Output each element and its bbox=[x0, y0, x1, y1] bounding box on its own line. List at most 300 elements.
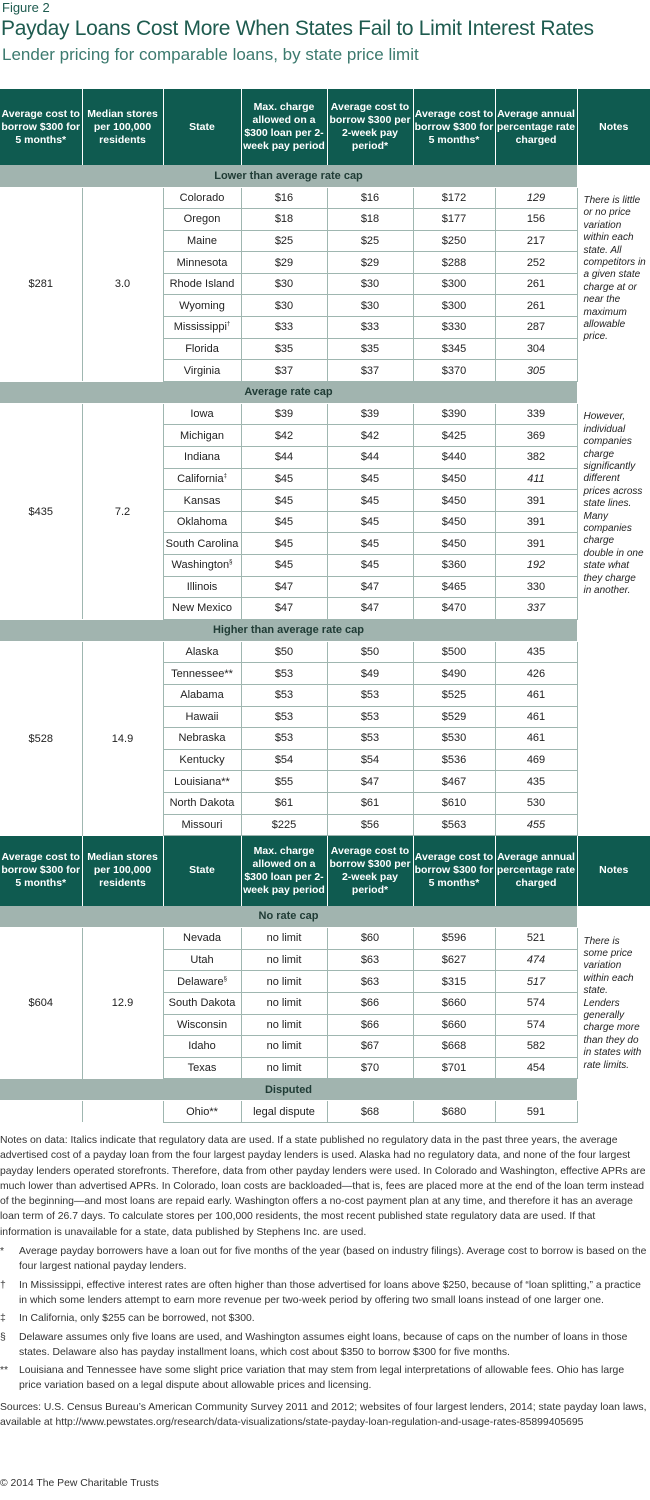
footnote-text: In Mississippi, effective interest rates are often higher than those advertised for loans above $250, because of “loan splitting,” a practice in which some lenders attempt to earn more revenue per two-week period by offering two small loans instead of one larger one. bbox=[19, 1279, 641, 1306]
five-cell: $536 bbox=[413, 749, 495, 771]
period-cell: $50 bbox=[327, 641, 413, 663]
notes-on-data: Notes on data: Italics indicate that regulatory data are used. If a state published no regulatory data in the past three years, the average advertised cost of a payday loan from the four largest payday lenders is used. Alaska had no regulatory data, and none of the four largest payday lenders operated storefronts. Therefore, data from other payday lenders were used. In Colorado and Washington, effective APRs are much lower than advertised APRs. In Colorado, loan costs are backloaded—that is, fees are placed more at the end of the loan term instead of the beginning—and most loans are repaid early. Washington offers a no-cost payment plan at any time, and therefore it has an average loan term of 26.7 days. To calculate stores per 100,000 residents, the most recent published state regulatory data are used. If that information is unavailable for a state, data published by Stephens Inc. are used. bbox=[0, 1135, 646, 1238]
footnote-symbol: ‡ bbox=[0, 1313, 6, 1325]
apr-cell: 469 bbox=[495, 749, 577, 771]
footnote-mark: ‡ bbox=[223, 473, 227, 480]
apr-cell: 369 bbox=[495, 425, 577, 447]
section-notes-blank bbox=[577, 906, 650, 928]
state-cell bbox=[163, 511, 241, 533]
table-row bbox=[0, 187, 650, 209]
notes-cell bbox=[577, 187, 650, 381]
header-avg-cost: Average cost to borrow $300 for 5 months* bbox=[0, 836, 82, 906]
five-cell: $450 bbox=[413, 468, 495, 490]
apr-cell: 129 bbox=[495, 187, 577, 209]
apr-cell: 339 bbox=[495, 403, 577, 425]
period-cell: $63 bbox=[327, 971, 413, 993]
state-cell bbox=[163, 230, 241, 252]
state-cell bbox=[163, 576, 241, 598]
page-subtitle: Lender pricing for comparable loans, by state price limit bbox=[2, 45, 419, 64]
apr-cell: 426 bbox=[495, 663, 577, 685]
five-cell: $177 bbox=[413, 209, 495, 231]
apr-cell: 252 bbox=[495, 252, 577, 274]
sources: Sources: U.S. Census Bureau’s American Community Survey 2011 and 2012; websites of four largest lenders, 2014; state payday loan laws, available at http://www.pewstates.org/research/data-visualizations/state-payday-loan-regulation-and-usage-rates-85899405695 bbox=[0, 1401, 647, 1429]
header-median-stores: Median stores per 100,000 residents bbox=[82, 836, 163, 906]
header-row bbox=[0, 89, 650, 165]
apr-cell: 411 bbox=[495, 468, 577, 490]
group-median-stores: 14.9 bbox=[82, 641, 163, 835]
state-name: Maine bbox=[187, 234, 217, 247]
max-cell: $53 bbox=[241, 706, 327, 728]
apr-cell: 261 bbox=[495, 295, 577, 317]
group-median-stores: 12.9 bbox=[82, 928, 163, 1079]
max-cell: $33 bbox=[241, 317, 327, 339]
section-higher bbox=[0, 619, 650, 641]
group-avg-cost: $604 bbox=[0, 928, 82, 1079]
state-name: Ohio** bbox=[186, 1105, 218, 1118]
period-cell: $45 bbox=[327, 555, 413, 577]
notes-cell bbox=[577, 403, 650, 619]
state-cell bbox=[163, 295, 241, 317]
apr-cell: 217 bbox=[495, 230, 577, 252]
state-name: Oklahoma bbox=[176, 516, 228, 529]
state-name: Illinois bbox=[186, 580, 218, 593]
max-cell: $18 bbox=[241, 209, 327, 231]
section-label: Lower than average rate cap bbox=[0, 165, 577, 187]
five-cell: $450 bbox=[413, 533, 495, 555]
state-name: Kentucky bbox=[179, 754, 225, 767]
state-cell bbox=[163, 338, 241, 360]
five-cell: $660 bbox=[413, 1014, 495, 1036]
state-name: Louisiana** bbox=[174, 775, 230, 788]
apr-cell: 435 bbox=[495, 641, 577, 663]
five-cell: $300 bbox=[413, 273, 495, 295]
apr-cell: 287 bbox=[495, 317, 577, 339]
group-avg-cost bbox=[0, 1101, 82, 1123]
max-cell: no limit bbox=[241, 971, 327, 993]
state-name: New Mexico bbox=[172, 602, 232, 615]
max-cell: $47 bbox=[241, 598, 327, 620]
five-cell: $330 bbox=[413, 317, 495, 339]
section-label: Disputed bbox=[0, 1079, 577, 1101]
state-cell bbox=[163, 1057, 241, 1079]
group-note: There is some price variation within each state. Lenders generally charge more than they do in states with rate limits. bbox=[583, 935, 642, 1071]
notes-cell-empty bbox=[577, 1101, 650, 1123]
max-cell: $50 bbox=[241, 641, 327, 663]
state-name: Idaho bbox=[188, 1040, 216, 1053]
section-notes-blank bbox=[577, 381, 650, 403]
state-name: Iowa bbox=[190, 408, 214, 421]
state-cell bbox=[163, 447, 241, 469]
period-cell: $18 bbox=[327, 209, 413, 231]
max-cell: $54 bbox=[241, 749, 327, 771]
max-cell: no limit bbox=[241, 992, 327, 1014]
footnote bbox=[0, 1311, 648, 1326]
header-apr: Average annual percentage rate charged bbox=[495, 89, 577, 165]
state-name: Washington bbox=[171, 559, 230, 572]
period-cell: $47 bbox=[327, 576, 413, 598]
state-cell bbox=[163, 533, 241, 555]
state-cell bbox=[163, 814, 241, 836]
apr-cell: 391 bbox=[495, 511, 577, 533]
table-row bbox=[0, 641, 650, 663]
header-avg-cost: Average cost to borrow $300 for 5 months* bbox=[0, 89, 82, 165]
period-cell: $49 bbox=[327, 663, 413, 685]
state-name: Florida bbox=[185, 342, 219, 355]
period-cell: $35 bbox=[327, 338, 413, 360]
state-cell bbox=[163, 728, 241, 750]
footnote-symbol: † bbox=[0, 1279, 6, 1291]
section-notes-blank bbox=[577, 165, 650, 187]
apr-cell: 574 bbox=[495, 1014, 577, 1036]
state-name: Alaska bbox=[185, 646, 219, 659]
max-cell: $45 bbox=[241, 468, 327, 490]
period-cell: $53 bbox=[327, 684, 413, 706]
table-row bbox=[0, 403, 650, 425]
period-cell: $45 bbox=[327, 511, 413, 533]
period-cell: $39 bbox=[327, 403, 413, 425]
state-cell bbox=[163, 468, 241, 490]
five-cell: $596 bbox=[413, 928, 495, 950]
state-cell bbox=[163, 209, 241, 231]
notes-section bbox=[0, 1133, 648, 1430]
max-cell: $35 bbox=[241, 338, 327, 360]
state-cell bbox=[163, 949, 241, 971]
max-cell: $37 bbox=[241, 360, 327, 382]
copyright: © 2014 The Pew Charitable Trusts bbox=[0, 1478, 159, 1489]
state-name: Nevada bbox=[183, 932, 221, 945]
five-cell: $360 bbox=[413, 555, 495, 577]
apr-cell: 305 bbox=[495, 360, 577, 382]
group-median-stores bbox=[82, 1101, 163, 1123]
apr-cell: 304 bbox=[495, 338, 577, 360]
period-cell: $30 bbox=[327, 273, 413, 295]
period-cell: $60 bbox=[327, 928, 413, 950]
five-cell: $610 bbox=[413, 792, 495, 814]
max-cell: legal dispute bbox=[241, 1101, 327, 1123]
state-cell bbox=[163, 360, 241, 382]
header-max-charge: Max. charge allowed on a $300 loan per 2-week pay period bbox=[241, 89, 327, 165]
max-cell: $30 bbox=[241, 295, 327, 317]
apr-cell: 192 bbox=[495, 555, 577, 577]
max-cell: $47 bbox=[241, 576, 327, 598]
max-cell: $16 bbox=[241, 187, 327, 209]
max-cell: no limit bbox=[241, 1036, 327, 1058]
section-lower bbox=[0, 165, 650, 187]
header-median-stores: Median stores per 100,000 residents bbox=[82, 89, 163, 165]
header-notes: Notes bbox=[577, 89, 650, 165]
footnotes bbox=[0, 1244, 648, 1394]
apr-cell: 455 bbox=[495, 814, 577, 836]
period-cell: $54 bbox=[327, 749, 413, 771]
state-cell bbox=[163, 425, 241, 447]
five-cell: $450 bbox=[413, 490, 495, 512]
group-avg-cost: $435 bbox=[0, 403, 82, 619]
state-name: Utah bbox=[190, 954, 214, 967]
period-cell: $53 bbox=[327, 706, 413, 728]
state-name: Oregon bbox=[183, 213, 221, 226]
notes-cell-empty bbox=[577, 641, 650, 835]
section-label: Higher than average rate cap bbox=[0, 619, 577, 641]
state-name: Nebraska bbox=[178, 732, 226, 745]
section-label: No rate cap bbox=[0, 906, 577, 928]
section-notes-blank bbox=[577, 1079, 650, 1101]
apr-cell: 591 bbox=[495, 1101, 577, 1123]
period-cell: $45 bbox=[327, 533, 413, 555]
five-cell: $525 bbox=[413, 684, 495, 706]
five-cell: $470 bbox=[413, 598, 495, 620]
state-cell bbox=[163, 252, 241, 274]
state-cell bbox=[163, 992, 241, 1014]
five-cell: $467 bbox=[413, 771, 495, 793]
state-name: Michigan bbox=[179, 429, 225, 442]
header-avg-cost-state: Average cost to borrow $300 for 5 months* bbox=[413, 836, 495, 906]
five-cell: $440 bbox=[413, 447, 495, 469]
max-cell: no limit bbox=[241, 1014, 327, 1036]
five-cell: $425 bbox=[413, 425, 495, 447]
group-avg-cost: $281 bbox=[0, 187, 82, 381]
five-cell: $345 bbox=[413, 338, 495, 360]
header-max-charge: Max. charge allowed on a $300 loan per 2-week pay period bbox=[241, 836, 327, 906]
five-cell: $390 bbox=[413, 403, 495, 425]
footnote-text: Louisiana and Tennessee have some slight price variation that may stem from legal interpretations of allowable fees. Ohio has large price variation based on a legal dispute about allowable prices and licensing. bbox=[19, 1365, 625, 1392]
state-cell bbox=[163, 928, 241, 950]
period-cell: $66 bbox=[327, 992, 413, 1014]
section-average bbox=[0, 381, 650, 403]
state-cell bbox=[163, 1036, 241, 1058]
state-name: Rhode Island bbox=[169, 278, 235, 291]
max-cell: $53 bbox=[241, 684, 327, 706]
apr-cell: 461 bbox=[495, 684, 577, 706]
period-cell: $63 bbox=[327, 949, 413, 971]
footnote-symbol: * bbox=[0, 1246, 5, 1258]
apr-cell: 517 bbox=[495, 971, 577, 993]
state-cell bbox=[163, 273, 241, 295]
period-cell: $25 bbox=[327, 230, 413, 252]
state-cell bbox=[163, 771, 241, 793]
period-cell: $30 bbox=[327, 295, 413, 317]
state-name: South Dakota bbox=[168, 997, 236, 1010]
state-name: Virginia bbox=[183, 364, 221, 377]
five-cell: $530 bbox=[413, 728, 495, 750]
footnote-symbol: § bbox=[0, 1331, 6, 1343]
section-label: Average rate cap bbox=[0, 381, 577, 403]
state-name: Delaware bbox=[177, 975, 224, 988]
group-median-stores: 3.0 bbox=[82, 187, 163, 381]
state-cell bbox=[163, 555, 241, 577]
footnote-text: Delaware assumes only five loans are used, and Washington assumes eight loans, because of caps on the number of loans in those states. Delaware also has payday installment loans, which cost about $350 to borrow $300 for five months. bbox=[19, 1331, 628, 1358]
apr-cell: 461 bbox=[495, 706, 577, 728]
state-name: Tennessee** bbox=[171, 667, 233, 680]
table-row bbox=[0, 1101, 650, 1123]
max-cell: $25 bbox=[241, 230, 327, 252]
state-name: California bbox=[177, 472, 224, 485]
max-cell: $29 bbox=[241, 252, 327, 274]
five-cell: $465 bbox=[413, 576, 495, 598]
state-name: Texas bbox=[187, 1061, 217, 1074]
state-cell bbox=[163, 792, 241, 814]
state-name: Indiana bbox=[183, 451, 221, 464]
period-cell: $29 bbox=[327, 252, 413, 274]
group-avg-cost: $528 bbox=[0, 641, 82, 835]
state-name: Alabama bbox=[180, 689, 224, 702]
apr-cell: 454 bbox=[495, 1057, 577, 1079]
five-cell: $680 bbox=[413, 1101, 495, 1123]
period-cell: $61 bbox=[327, 792, 413, 814]
state-cell bbox=[163, 749, 241, 771]
apr-cell: 530 bbox=[495, 792, 577, 814]
page-title: Payday Loans Cost More When States Fail to Limit Interest Rates bbox=[1, 17, 594, 40]
five-cell: $627 bbox=[413, 949, 495, 971]
five-cell: $668 bbox=[413, 1036, 495, 1058]
max-cell: $44 bbox=[241, 447, 327, 469]
five-cell: $288 bbox=[413, 252, 495, 274]
footnote bbox=[0, 1330, 648, 1361]
state-cell bbox=[163, 706, 241, 728]
state-name: Missouri bbox=[181, 818, 223, 831]
max-cell: $53 bbox=[241, 728, 327, 750]
apr-cell: 521 bbox=[495, 928, 577, 950]
apr-cell: 435 bbox=[495, 771, 577, 793]
five-cell: $529 bbox=[413, 706, 495, 728]
apr-cell: 391 bbox=[495, 490, 577, 512]
header-apr: Average annual percentage rate charged bbox=[495, 836, 577, 906]
period-cell: $47 bbox=[327, 771, 413, 793]
header-notes: Notes bbox=[577, 836, 650, 906]
section-disputed bbox=[0, 1079, 650, 1101]
state-cell bbox=[163, 490, 241, 512]
apr-cell: 582 bbox=[495, 1036, 577, 1058]
apr-cell: 461 bbox=[495, 728, 577, 750]
apr-cell: 330 bbox=[495, 576, 577, 598]
header-avg-cost-state: Average cost to borrow $300 for 5 months* bbox=[413, 89, 495, 165]
state-cell bbox=[163, 598, 241, 620]
footnote-symbol: ** bbox=[0, 1365, 9, 1377]
footnote-mark: § bbox=[229, 559, 233, 566]
section-none bbox=[0, 906, 650, 928]
max-cell: $45 bbox=[241, 533, 327, 555]
period-cell: $45 bbox=[327, 468, 413, 490]
max-cell: $45 bbox=[241, 555, 327, 577]
footnote-mark: § bbox=[223, 975, 227, 982]
period-cell: $42 bbox=[327, 425, 413, 447]
max-cell: $42 bbox=[241, 425, 327, 447]
period-cell: $56 bbox=[327, 814, 413, 836]
max-cell: no limit bbox=[241, 928, 327, 950]
period-cell: $45 bbox=[327, 490, 413, 512]
max-cell: $39 bbox=[241, 403, 327, 425]
period-cell: $44 bbox=[327, 447, 413, 469]
max-cell: $61 bbox=[241, 792, 327, 814]
state-cell bbox=[163, 317, 241, 339]
state-name: North Dakota bbox=[169, 797, 235, 810]
apr-cell: 337 bbox=[495, 598, 577, 620]
notes-cell bbox=[577, 928, 650, 1079]
period-cell: $53 bbox=[327, 728, 413, 750]
period-cell: $67 bbox=[327, 1036, 413, 1058]
five-cell: $315 bbox=[413, 971, 495, 993]
group-note: However, individual companies charge significantly different prices across state lines. Many companies charge double in one state what they charge in another. bbox=[583, 411, 644, 597]
state-cell bbox=[163, 1101, 241, 1123]
state-name: Wyoming bbox=[179, 299, 225, 312]
header-avg-cost-period: Average cost to borrow $300 per 2-week pay period* bbox=[327, 836, 413, 906]
period-cell: $33 bbox=[327, 317, 413, 339]
group-note: There is little or no price variation within each state. All competitors in a given state charge at or near the maximum allowable price. bbox=[583, 195, 646, 343]
state-name: Wisconsin bbox=[176, 1018, 228, 1031]
footnote-text: Average payday borrowers have a loan out for five months of the year (based on industry filings). Average cost to borrow is based on the four largest national payday lenders. bbox=[19, 1246, 647, 1273]
state-name: Hawaii bbox=[185, 710, 219, 723]
five-cell: $370 bbox=[413, 360, 495, 382]
max-cell: no limit bbox=[241, 949, 327, 971]
footnote bbox=[0, 1278, 648, 1309]
five-cell: $300 bbox=[413, 295, 495, 317]
state-name: Minnesota bbox=[176, 256, 228, 269]
five-cell: $172 bbox=[413, 187, 495, 209]
payday-loan-table bbox=[0, 89, 650, 1123]
state-cell bbox=[163, 971, 241, 993]
state-cell bbox=[163, 663, 241, 685]
period-cell: $66 bbox=[327, 1014, 413, 1036]
state-cell bbox=[163, 1014, 241, 1036]
max-cell: $225 bbox=[241, 814, 327, 836]
period-cell: $47 bbox=[327, 598, 413, 620]
state-cell bbox=[163, 187, 241, 209]
header-avg-cost-period: Average cost to borrow $300 per 2-week pay period* bbox=[327, 89, 413, 165]
five-cell: $660 bbox=[413, 992, 495, 1014]
period-cell: $70 bbox=[327, 1057, 413, 1079]
apr-cell: 382 bbox=[495, 447, 577, 469]
header-row bbox=[0, 836, 650, 906]
footnote bbox=[0, 1244, 648, 1275]
footnote bbox=[0, 1363, 648, 1394]
apr-cell: 156 bbox=[495, 209, 577, 231]
max-cell: $45 bbox=[241, 511, 327, 533]
max-cell: $53 bbox=[241, 663, 327, 685]
state-name: South Carolina bbox=[165, 537, 239, 550]
five-cell: $490 bbox=[413, 663, 495, 685]
five-cell: $450 bbox=[413, 511, 495, 533]
period-cell: $68 bbox=[327, 1101, 413, 1123]
section-notes-blank bbox=[577, 619, 650, 641]
state-cell bbox=[163, 403, 241, 425]
figure-label: Figure 2 bbox=[2, 0, 50, 15]
apr-cell: 391 bbox=[495, 533, 577, 555]
apr-cell: 474 bbox=[495, 949, 577, 971]
state-cell bbox=[163, 641, 241, 663]
period-cell: $37 bbox=[327, 360, 413, 382]
max-cell: $55 bbox=[241, 771, 327, 793]
group-median-stores: 7.2 bbox=[82, 403, 163, 619]
max-cell: $30 bbox=[241, 273, 327, 295]
state-name: Colorado bbox=[179, 191, 225, 204]
five-cell: $500 bbox=[413, 641, 495, 663]
apr-cell: 574 bbox=[495, 992, 577, 1014]
header-state: State bbox=[163, 89, 241, 165]
five-cell: $701 bbox=[413, 1057, 495, 1079]
max-cell: $45 bbox=[241, 490, 327, 512]
header-state: State bbox=[163, 836, 241, 906]
state-name: Mississippi bbox=[173, 321, 227, 334]
footnote-mark: † bbox=[226, 321, 231, 328]
apr-cell: 261 bbox=[495, 273, 577, 295]
max-cell: no limit bbox=[241, 1057, 327, 1079]
table-row bbox=[0, 928, 650, 950]
five-cell: $250 bbox=[413, 230, 495, 252]
state-cell bbox=[163, 684, 241, 706]
footnote-text: In California, only $255 can be borrowed, not $300. bbox=[19, 1313, 255, 1325]
state-name: Kansas bbox=[183, 494, 221, 507]
period-cell: $16 bbox=[327, 187, 413, 209]
five-cell: $563 bbox=[413, 814, 495, 836]
